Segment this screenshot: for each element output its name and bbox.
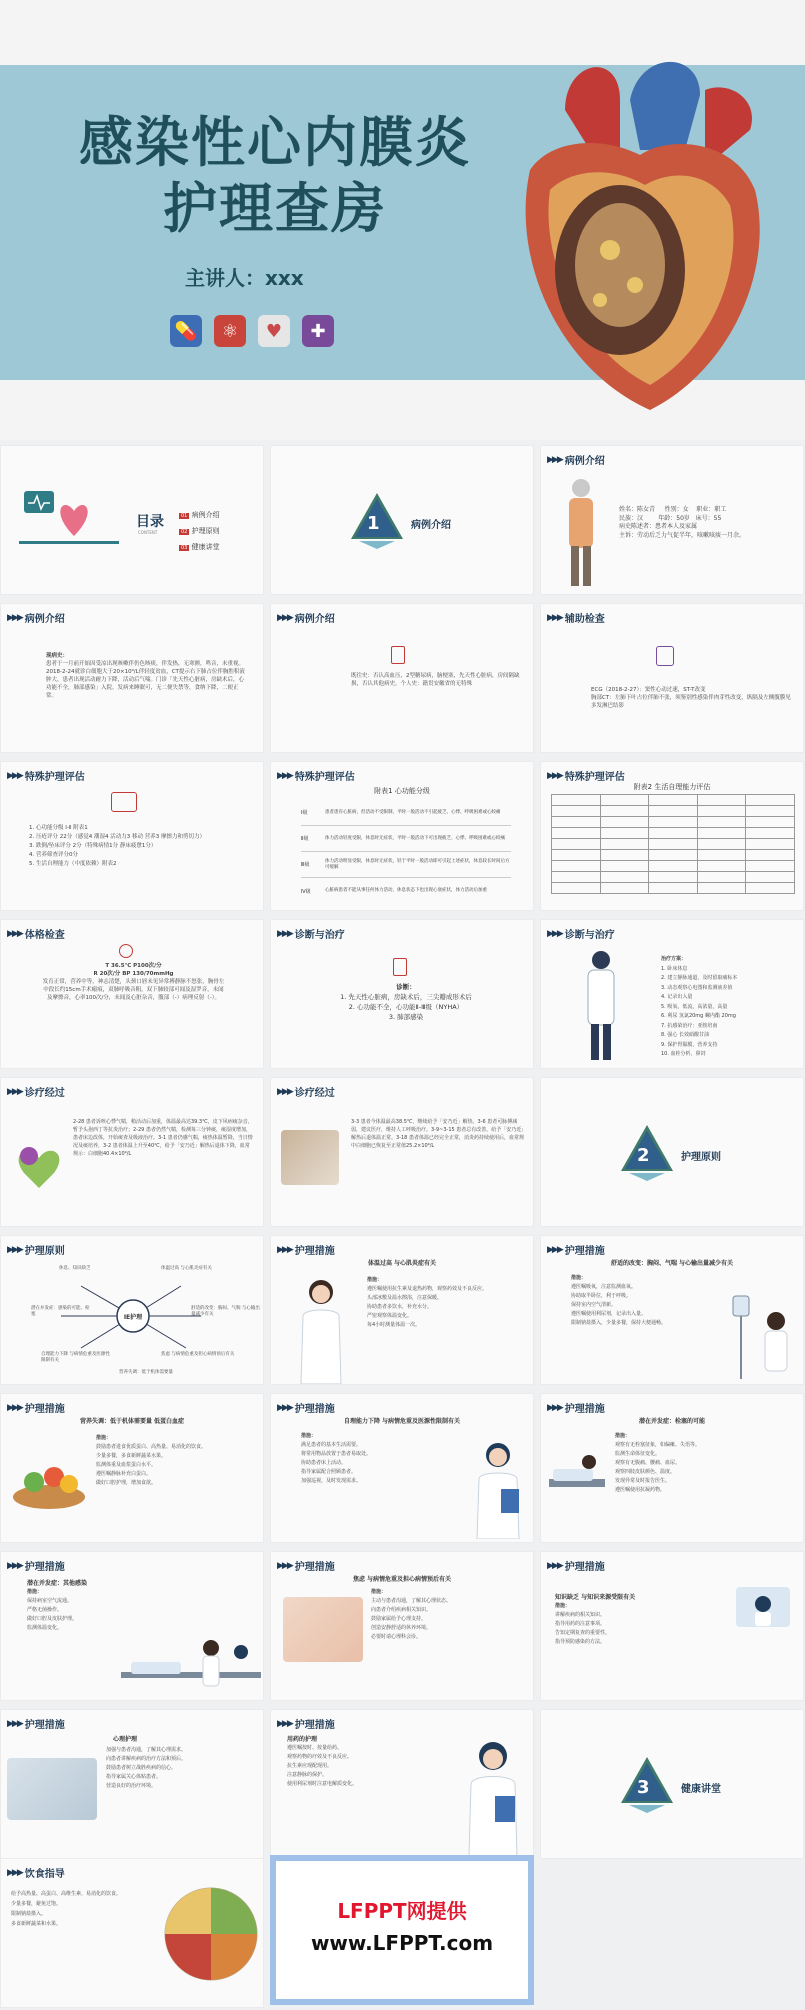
course-2-text: 3-3 患者今体温最高38.5℃，继续给予「安乃近」解热。3-6 患者可脉搏减弱，建议医疗，维持人工呼吸治疗。3-9~3-15 患者总有改善，给予「安乃近」解热后退体温正常。3-18 患者体温已经完全正常，消炎药持续使用后，血常规中白细胞已恢复至正常值25.2×10⁹/L (351, 1119, 524, 1149)
list-item: 讲解疾病的相关知识。 (555, 1612, 606, 1618)
toc-item[interactable]: 01 病例介绍 (181, 511, 220, 519)
measure-list (371, 1588, 526, 1642)
slide-heading: ▶▶▶ 护理措施 (547, 1400, 605, 1415)
special-eval-3-slide (540, 761, 804, 911)
toc-item-label: 健康讲堂 (191, 543, 220, 551)
slide-heading: ▶▶▶ 护理措施 (277, 1400, 335, 1415)
heading-text: 特殊护理评估 (294, 772, 355, 783)
measure-4-slide (270, 1393, 534, 1543)
list-item: 遵医嘱静脉补充白蛋白。 (96, 1471, 152, 1477)
measure-7-slide (270, 1551, 534, 1701)
diagnosis-label: 诊断： (396, 983, 416, 991)
clipboard-icon (393, 958, 407, 976)
cover-speaker: 主讲人：xxx (185, 266, 304, 290)
list-item: 将常用物品放置于患者易取处。 (301, 1451, 372, 1457)
physical-exam-body: 发育正常，营养中等，神志清楚，头颈口唇未见异常搏静脉不怒张，胸骨左中段长约15cm手术瘢痕，双肺呼吸音粗，双下肺较部可闻及湿罗音，未闻及摩擦音，心率100次/分，未闻及心脏杂音，腹部（-）病理反射（-）。 (42, 979, 225, 1001)
measure-list (287, 1744, 447, 1789)
diagnosis-text (301, 982, 511, 1022)
treatment-slide (540, 919, 804, 1069)
toc-title: 目录 (136, 514, 164, 530)
heading-text: 饮食指导 (24, 1869, 65, 1880)
list-item: 观察有无腹痛、腰痛、血尿。 (615, 1460, 681, 1466)
measure-subtitle: 自理能力下降 与病情危重及医源性限制有关 (343, 1418, 461, 1425)
heading-text: 诊断与治疗 (294, 930, 345, 941)
list-item: 观察四肢皮肤颜色、温度。 (615, 1469, 676, 1475)
microscope-icon (656, 646, 674, 666)
list-item: 抗生素应现配现用。 (287, 1763, 333, 1769)
ward-scene-icon (121, 1632, 261, 1698)
diagnosis-slide (270, 919, 534, 1069)
list-item: 监测体重及血浆蛋白水平。 (96, 1462, 157, 1468)
table-row (301, 852, 511, 878)
principle-node: 营养失调：低于机体需要量 (119, 1370, 173, 1375)
section-label: 护理原则 (681, 1152, 721, 1163)
hospital-photo (7, 1758, 97, 1820)
list-item: 10. 血栓分析，鼻饲 (661, 1051, 706, 1057)
heading-text: 护理措施 (564, 1562, 605, 1573)
grade-desc: 体力活动明显受限，休息时无症状，轻于平时一般活动即可引起上述症状，休息较长时间后方可缓解 (325, 858, 510, 870)
principle-node: 舒适的改变：胸闷、气喘 与心输出量减少有关 (191, 1306, 260, 1317)
medical-kit-icon: ✚ (302, 315, 334, 347)
slide-heading: ▶▶▶ 病例介绍 (7, 610, 65, 625)
present-history-label: 现病史： (46, 653, 69, 659)
list-item: 发现异常及时报告医生。 (615, 1478, 671, 1484)
measure-1-slide (270, 1235, 534, 1385)
list-item: 指导预防感染的方法。 (555, 1639, 606, 1645)
list-item: 指导家属关心体贴患者。 (106, 1774, 162, 1780)
principle-center: IE护理 (123, 1314, 143, 1321)
cardiac-grade-table (301, 800, 511, 904)
slide-heading: ▶▶▶ 病例介绍 (547, 452, 605, 467)
section-number: 3 (637, 1777, 650, 1798)
list-item: 加强与患者沟通，了解其心理需求。 (106, 1747, 187, 1753)
ct-result: 胸部CT：左肺下叶占位伴肺不张，须鉴别性感染伴肉芽性改变，纵隔及左侧腹膜见多发淋巴结影 (591, 695, 791, 709)
diet-list (11, 1889, 151, 1929)
heading-text: 诊疗经过 (294, 1088, 335, 1099)
list-item: 头部冰敷及温水擦浴，注意保暖。 (367, 1295, 443, 1301)
list-item: 创造安静舒适的休养环境。 (371, 1625, 432, 1631)
patient-bed: 床号：55 (695, 514, 722, 522)
list-item: 1. 心功能分级 Ⅰ-Ⅱ 附表1 (29, 825, 88, 831)
physical-exam-text (41, 962, 226, 1002)
doctor-figure-icon (581, 948, 621, 1063)
heart-illustration (470, 40, 790, 430)
cover-title-line1: 感染性心内膜炎 (79, 111, 471, 174)
toc-slide (0, 445, 264, 595)
measure-label: 措施： (555, 1603, 571, 1609)
aux-exam-text (591, 686, 796, 710)
heading-text: 护理措施 (564, 1246, 605, 1257)
food-plate-icon (161, 1884, 261, 1984)
grade-desc: 体力活动轻度受限，休息时无症状，平时一般活动下可出现疲乏、心悸、呼吸困难或心绞痛 (325, 835, 505, 841)
watermark-line2: www.LFPPT.com (310, 1931, 494, 1955)
case-info (619, 506, 799, 540)
list-item: 7. 抗感染治疗：亚胺培南 (661, 1022, 718, 1029)
slide-heading: ▶▶▶ 护理措施 (7, 1558, 65, 1573)
section-label: 病例介绍 (411, 520, 451, 531)
principle-node: 休息、知识缺乏 (59, 1266, 91, 1271)
list-item: 遵医嘱使用利尿剂，记录出入量。 (571, 1311, 647, 1317)
slide-heading: ▶▶▶ 诊疗经过 (7, 1084, 65, 1099)
measure-6-slide (0, 1551, 264, 1701)
measure-subtitle: 知识缺乏 与知识来源受限有关 (555, 1594, 636, 1601)
stethoscope-icon (119, 944, 133, 958)
heading-text: 护理措施 (24, 1720, 65, 1731)
puzzle-heart-icon (9, 1138, 69, 1198)
list-item: 3. 动态观察心电图和监测液差值 (661, 984, 733, 991)
principle-node: 体温过高 与心肌炎症有关 (161, 1266, 212, 1271)
vitals-line2: R 20次/分 BP 130/70mmHg (93, 971, 174, 977)
principle-node: 潜在并发症：感染的可能、栓塞 (31, 1306, 90, 1317)
list-item: 5. 吸氧，低流，高浓量，高量 (661, 1003, 728, 1010)
toc-item[interactable]: 02 护理原则 (181, 527, 220, 535)
list-item: 多食新鲜蔬菜和水果。 (11, 1921, 62, 1927)
list-item: 限制钠盐摄入。 (11, 1911, 47, 1917)
heading-text: 病例介绍 (24, 614, 65, 625)
cover-title (55, 110, 495, 242)
slide-heading: ▶▶▶ 护理措施 (277, 1242, 335, 1257)
grade-level: Ⅳ级 (301, 888, 311, 895)
measure-list (96, 1434, 256, 1488)
list-item: 指导家属配合照顾患者。 (301, 1469, 357, 1475)
document-icon (391, 646, 405, 664)
grade-desc: 心脏病患者不能从事任何体力活动，休息状态下也出现心衰症状，体力活动后加重 (325, 888, 487, 893)
list-item: 观察药物的疗效及不良反应。 (287, 1754, 353, 1760)
list-item: 做好口腔护理，增加食欲。 (96, 1480, 157, 1486)
slide-heading: ▶▶▶ 特殊护理评估 (277, 768, 355, 783)
diagnosis-item: 2. 心功能不全，心功能Ⅱ-Ⅲ级（NYHA） (348, 1003, 464, 1011)
slide-heading: ▶▶▶ 诊断与治疗 (547, 926, 615, 941)
monitor-icon (111, 792, 137, 812)
doctor-consult-icon (731, 1582, 795, 1642)
list-item: 9. 保护胃黏膜，营养支持 (661, 1041, 718, 1048)
measure-subtitle: 焦虑 与病情危重及担心病情预后有关 (352, 1576, 452, 1583)
measure-9-slide (0, 1709, 264, 1859)
list-item: 遵医嘱使用抗生素及退热药物，观察药效及不良反应。 (367, 1286, 488, 1292)
treatment-list (661, 955, 801, 1060)
present-history-slide (0, 603, 264, 753)
course-2-slide (270, 1077, 534, 1227)
measure-8-slide (540, 1551, 804, 1701)
section-number: 1 (367, 513, 380, 534)
list-item: 必要时请心理科会诊。 (371, 1634, 422, 1640)
list-item: 6. 利尿 氢氯20mg 螺内酯 20mg (661, 1013, 736, 1019)
measure-subtitle: 舒适的改变：胸闷、气喘 与心输出量减少有关 (610, 1260, 734, 1267)
heading-text: 诊断与治疗 (564, 930, 615, 941)
slide-heading: ▶▶▶ 护理措施 (547, 1242, 605, 1257)
measure-5-slide (540, 1393, 804, 1543)
list-item: 注意静脉的保护。 (287, 1772, 328, 1778)
aux-exam-slide (540, 603, 804, 753)
heading-text: 辅助检查 (564, 614, 605, 625)
cover-icons (170, 315, 334, 347)
list-item: 5. 生活自理能力（中度依赖）附表2 (29, 861, 117, 867)
toc-item[interactable]: 03 健康讲堂 (181, 543, 220, 551)
table-row (301, 800, 511, 826)
section-2-slide (540, 1077, 804, 1227)
list-item: 监测体温变化。 (27, 1625, 63, 1631)
toc-item-label: 病例介绍 (191, 511, 220, 519)
slide-heading: ▶▶▶ 护理措施 (7, 1400, 65, 1415)
atom-icon: ⚛ (214, 315, 246, 347)
measure-2-slide (540, 1235, 804, 1385)
list-item: 遵医嘱使用抗凝药物。 (615, 1487, 666, 1493)
list-item: 保持病室空气流通。 (27, 1598, 73, 1604)
measure-list (571, 1274, 721, 1328)
slide-heading: ▶▶▶ 辅助检查 (547, 610, 605, 625)
list-item: 向患者讲解疾病的治疗方法和预后。 (106, 1756, 187, 1762)
patient-gender: 性别：女 (664, 506, 689, 513)
list-item: 3. 跌倒/坠床评分 2分（特殊病情1分 静床疲惫1分） (29, 843, 157, 849)
slide-heading: ▶▶▶ 特殊护理评估 (7, 768, 85, 783)
history-narrator: 病史陈述者：患者本人及家属 (619, 523, 698, 530)
measure-subtitle: 心理护理 (113, 1736, 138, 1743)
course-1-text: 2-28 患者诉咳心悸气喘，稍活动后加重，体温最高达39.3℃，皮下风病痰杂音，暂予头孢西丁等抗炎治疗；2-29 患者仍然气喘，检测每三分钟痰，痰湿度增加，患者床边改体，开始痰查及吸液治疗。3-1 患者仍感气喘，痰热体温暂降，当日情况及痰培养，3-2 患者体温上升至40℃，给予「安乃近」解热后退体下降，血常规示：白细胞40.4×10⁹/L (73, 1119, 253, 1157)
cover-title-line2: 护理查房 (163, 177, 387, 240)
list-item: 协助患者床上活动。 (301, 1460, 347, 1466)
measure-subtitle: 用药的护理 (287, 1736, 318, 1743)
list-item: 1. 卧床休息 (661, 965, 688, 972)
list-item: 少量多餐，避免过饱。 (11, 1901, 62, 1907)
list-item: 遵医嘱按时、按量给药。 (287, 1745, 343, 1751)
course-1-slide (0, 1077, 264, 1227)
patient-figure-icon (561, 476, 601, 591)
principle-node: 自理能力下降 与病情危重及医源性限制有关 (41, 1352, 110, 1363)
heading-text: 护理措施 (294, 1246, 335, 1257)
list-item: 观察有无栓塞征象，如偏瘫、失语等。 (615, 1442, 701, 1448)
case-intro-slide (540, 445, 804, 595)
list-item: 4. 营养筛查评分0分 (29, 852, 78, 858)
measure-10-slide (270, 1709, 534, 1859)
measure-label: 措施： (301, 1433, 317, 1439)
past-history-slide (270, 603, 534, 753)
special-eval-2-slide (270, 761, 534, 911)
list-item: 限制钠盐摄入，少量多餐，保持大便通畅。 (571, 1320, 667, 1326)
toc-subtitle: CONTENT (138, 530, 158, 535)
measure-list (555, 1602, 715, 1647)
past-history-text: 既往史：否认高血压，2型糖尿病，脑梗塞，先天性心脏病，房间隔缺损，否认其他病史。个人史：籍贯安徽省的无特殊 (351, 673, 520, 687)
heading-text: 护理措施 (294, 1562, 335, 1573)
patient-bed-icon (547, 1444, 607, 1504)
heading-text: 诊疗经过 (24, 1088, 65, 1099)
slide-heading: ▶▶▶ 体格检查 (7, 926, 65, 941)
list-item: 做好口腔及皮肤护理。 (27, 1616, 78, 1622)
list-item: 4. 记录出入量 (661, 994, 693, 1000)
heading-text: 体格检查 (24, 930, 65, 941)
section-number: 2 (637, 1145, 650, 1166)
section-3-slide (540, 1709, 804, 1859)
measure-subtitle: 潜在并发症：栓塞的可能 (638, 1418, 705, 1425)
list-item: 2. 压疮评分 22分（感觉4 潮湿4 活动力3 移动 营养3 摩擦力和剪切力） (29, 834, 205, 840)
heading-text: 特殊护理评估 (24, 772, 85, 783)
grade-desc: 患者患有心脏病，但活动不受限制，平时一般活动不引起疲乏、心悸、呼吸困难或心绞痛 (325, 809, 501, 815)
measure-subtitle: 营养失调：低于机体需要量 低蛋白血症 (79, 1418, 185, 1425)
vitals-line1: T 36.5℃ P100次/分 (105, 963, 162, 969)
toc-list (179, 508, 220, 556)
adl-table (551, 794, 795, 894)
grade-level: Ⅱ级 (301, 836, 309, 842)
patient-age: 年龄：50岁 (658, 514, 690, 522)
table-title: 附表2 生活自理能力评估 (633, 783, 711, 791)
measure-label: 措施： (615, 1433, 631, 1439)
diagnosis-item: 3. 肺部感染 (388, 1013, 424, 1021)
diet-slide (0, 1858, 264, 2008)
measure-list (27, 1588, 167, 1633)
cover-slide (0, 0, 805, 440)
ecg-result: ECG（2018-2-27）：窦性心动过速，ST-T改变 (591, 687, 706, 693)
table-title: 附表1 心功能分级 (374, 787, 430, 795)
patient-job: 职业：职工 (696, 506, 727, 513)
watermark-slide (270, 1855, 534, 2005)
holding-hands-photo (283, 1597, 363, 1662)
slide-heading: ▶▶▶ 护理措施 (277, 1558, 335, 1573)
medical-monitor-icon (19, 481, 119, 551)
table-row (301, 878, 511, 904)
list-item: 8. 强心 长效硝酸甘油 (661, 1032, 709, 1038)
slide-heading: ▶▶▶ 饮食指导 (7, 1865, 65, 1880)
toc-item-label: 护理原则 (191, 527, 220, 535)
heading-text: 病例介绍 (294, 614, 335, 625)
chief-complaint: 主诉：劳动后乏力气促半年，咳嗽咳痰一月余。 (619, 531, 746, 539)
heading-text: 护理措施 (24, 1562, 65, 1573)
list-item: 每4小时测量体温一次。 (367, 1322, 421, 1328)
measure-label: 措施： (96, 1435, 112, 1441)
slide-heading: ▶▶▶ 护理措施 (277, 1716, 335, 1731)
principle-slide (0, 1235, 264, 1385)
heading-text: 护理原则 (24, 1246, 65, 1257)
section-1-slide (270, 445, 534, 595)
heading-text: 护理措施 (564, 1404, 605, 1415)
iv-drip-icon (731, 1291, 801, 1381)
slide-heading: ▶▶▶ 诊断与治疗 (277, 926, 345, 941)
measure-3-slide (0, 1393, 264, 1543)
list-item: 协助患者多饮水，补充水分。 (367, 1304, 433, 1310)
diagnosis-item: 1. 先天性心脏病，房缺术后，三尖瓣成形术后 (340, 993, 472, 1001)
measure-list (615, 1432, 795, 1495)
list-item: 加强巡视，及时发现需求。 (301, 1478, 362, 1484)
measure-subtitle: 体温过高 与心肌炎症有关 (367, 1260, 437, 1267)
list-item: 给予高热量、高蛋白、高维生素、易消化的饮食。 (11, 1891, 122, 1897)
measure-subtitle: 潜在并发症：其他感染 (27, 1580, 88, 1587)
list-item: 满足患者的基本生活需要。 (301, 1442, 362, 1448)
measure-label: 措施： (27, 1589, 43, 1595)
special-eval-list (29, 824, 254, 869)
slide-heading: ▶▶▶ 护理措施 (7, 1716, 65, 1731)
slide-heading: ▶▶▶ 护理措施 (547, 1558, 605, 1573)
physical-exam-slide (0, 919, 264, 1069)
list-item: 使用利尿剂时注意电解质变化。 (287, 1781, 358, 1787)
list-item: 鼓励家属给予心理支持。 (371, 1616, 427, 1622)
nurse-figure-icon (291, 1276, 351, 1384)
special-eval-1-slide (0, 761, 264, 911)
patient-ethnicity: 民族：汉 (619, 514, 644, 522)
slide-heading: ▶▶▶ 护理原则 (7, 1242, 65, 1257)
nurse-figure-icon (455, 1738, 531, 1856)
table-row (301, 826, 511, 852)
slide-heading: ▶▶▶ 特殊护理评估 (547, 768, 625, 783)
list-item: 营造良好的治疗环境。 (106, 1783, 157, 1789)
list-item: 鼓励患者树立战胜疾病的信心。 (106, 1765, 177, 1771)
treatment-label: 治疗方案： (661, 956, 687, 962)
list-item: 指导用药的注意事项。 (555, 1621, 606, 1627)
list-item: 严格无菌操作。 (27, 1607, 63, 1613)
list-item: 保持室内空气清新。 (571, 1302, 617, 1308)
measure-label: 措施： (371, 1589, 387, 1595)
heart-pulse-icon: ♥ (258, 315, 290, 347)
heading-text: 护理措施 (24, 1404, 65, 1415)
grade-level: Ⅰ级 (301, 810, 308, 816)
grade-level: Ⅲ级 (301, 862, 310, 868)
pill-icon: 💊 (170, 315, 202, 347)
list-item: 遵医嘱吸氧，注意监测血氧。 (571, 1284, 637, 1290)
list-item: 2. 建立静脉通道，及时留取痛标本 (661, 975, 738, 981)
measure-label: 措施： (367, 1277, 383, 1283)
list-item: 监测生命体征变化。 (615, 1451, 661, 1457)
measure-list (106, 1746, 258, 1791)
list-item: 少量多餐，多食新鲜蔬菜水果。 (96, 1453, 167, 1459)
adl-grid (551, 794, 795, 894)
patient-name: 姓名：陈女青 (619, 506, 656, 513)
measure-list (301, 1432, 466, 1486)
heading-text: 病例介绍 (564, 456, 605, 467)
nurse-clipboard-icon (467, 1439, 529, 1539)
slide-heading: ▶▶▶ 诊疗经过 (277, 1084, 335, 1099)
heading-text: 特殊护理评估 (564, 772, 625, 783)
clinic-photo (281, 1130, 339, 1185)
watermark-line1: LFPPT网提供 (337, 1899, 467, 1923)
vegetable-basket-icon (9, 1452, 89, 1512)
list-item: 主动与患者沟通，了解其心理状态。 (371, 1598, 452, 1604)
list-item: 向患者介绍疾病相关知识。 (371, 1607, 432, 1613)
principle-node: 焦虑 与病情危重及担心病情预后有关 (161, 1352, 235, 1357)
measure-label: 措施： (571, 1275, 587, 1281)
heading-text: 护理措施 (294, 1720, 335, 1731)
present-history-body: 患者于一月前开始因受凉出现咳嗽伴仍色咳痰，伴发热，无寒颤，鸣音，未重视。2018-2-24就诊白细胞大于20×10⁹/L伴轻度贫血，CT提示右下肺占位伴胸腔积液肿大，患者出现活动耐力下降，活动后气喘。门诊「先天性心脏病，房缺术后，心功能不全，肺部感染」入院。发病来睡眠可，无二便失禁等，食纳下降，二便正常。 (46, 661, 245, 699)
measure-list (367, 1276, 527, 1330)
section-label: 健康讲堂 (681, 1784, 721, 1795)
list-item: 鼓励患者进食优质蛋白、高热量、易消化的饮食。 (96, 1444, 207, 1450)
heading-text: 护理措施 (294, 1404, 335, 1415)
list-item: 协助取半卧位，利于呼吸。 (571, 1293, 632, 1299)
list-item: 告知定期复查的重要性。 (555, 1630, 611, 1636)
list-item: 严密观察体温变化。 (367, 1313, 413, 1319)
slide-heading: ▶▶▶ 病例介绍 (277, 610, 335, 625)
present-history-text (46, 652, 246, 700)
